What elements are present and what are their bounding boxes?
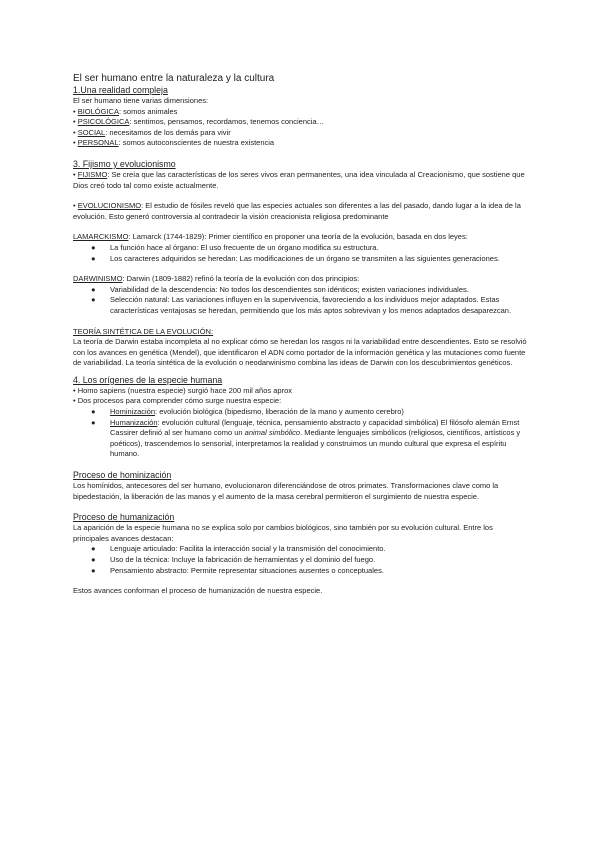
bullet-icon: ● bbox=[91, 565, 96, 575]
dimension-item: • SOCIAL: necesitamos de los demás para vivir bbox=[73, 127, 231, 137]
origin-line: • Homo sapiens (nuestra especie) surgió hace 200 mil años aprox bbox=[73, 385, 292, 395]
section-1-heading: 1.Una realidad compleja bbox=[73, 85, 168, 95]
fijismo-label: FIJISMO bbox=[77, 169, 108, 179]
darwinismo-paragraph: DARWINISMO: Darwin (1809-1882) refinó la teoría de la evolución con dos principios: bbox=[73, 274, 360, 284]
list-item: ● Variabilidad de la descendencia: No todos los descendientes son idénticos; existen variaciones individuales. bbox=[91, 284, 469, 294]
dimension-item: • BIOLÓGICA: somos animales bbox=[73, 106, 178, 116]
list-item: ● Pensamiento abstracto: Permite representar situaciones ausentes o conceptuales. bbox=[91, 565, 384, 575]
darwinismo-label: DARWINISMO bbox=[73, 274, 123, 284]
evolucionismo-paragraph: • EVOLUCIONISMO: El estudio de fósiles reveló que las especies actuales son diferentes a las del pasado, dando lugar a la idea de la evolución. Esto generó controversia al contradecir la visión creacionista religiosa predominante bbox=[73, 201, 521, 221]
animal-simbolico-term: animal simbólico bbox=[244, 428, 301, 438]
document-title: El ser humano entre la naturaleza y la cultura bbox=[73, 73, 275, 84]
list-item: ● Lenguaje articulado: Facilita la interacción social y la transmisión del conocimiento. bbox=[91, 544, 386, 554]
closing-paragraph: Estos avances conforman el proceso de humanización de nuestra especie. bbox=[73, 586, 323, 596]
dimension-item: • PERSONAL: somos autoconscientes de nuestra existencia bbox=[73, 138, 275, 148]
bullet-icon: ● bbox=[91, 417, 96, 427]
humanizacion-paragraph: La aparición de la especie humana no se explica solo por cambios biológicos, sino también por su evolución cultural. Entre los principales avances destacan: bbox=[73, 523, 493, 543]
advances-list bbox=[73, 544, 528, 576]
dimension-label: PERSONAL bbox=[77, 138, 119, 148]
sintetica-heading bbox=[73, 327, 528, 338]
list-item: ● Uso de la técnica: Incluye la fabricación de herramientas y el dominio del fuego. bbox=[91, 555, 376, 564]
list-item: ● Hominización: evolución biológica (bipedismo, liberación de la mano y aumento cerebro) bbox=[91, 407, 404, 417]
humanizacion-label: Humanización bbox=[110, 417, 158, 427]
document-body bbox=[73, 72, 528, 597]
origin-line: • Dos procesos para comprender cómo surge nuestra especie: bbox=[73, 396, 282, 406]
humanizacion-heading: Proceso de humanización bbox=[73, 512, 175, 523]
dimension-item: • PSICOLÓGICA: sentimos, pensamos, recordamos, tenemos conciencia… bbox=[73, 117, 325, 127]
darwinismo-list bbox=[73, 285, 528, 317]
bullet-icon: ● bbox=[91, 555, 96, 564]
hominizacion-heading: Proceso de hominización bbox=[73, 470, 172, 481]
bullet-icon: ● bbox=[91, 544, 96, 554]
list-item: ● La función hace al órgano: El uso frecuente de un órgano modifica su estructura. bbox=[91, 242, 379, 252]
sintetica-paragraph: La teoría de Darwin estaba incompleta al no explicar cómo se heredan los rasgos ni la variabilidad entre descendientes. Esto se resolvió con los avances en genética (Mendel), que identificaron el ADN como portador de la información genética y las mutaciones como fuente de variabilidad. La teoría sintética de la evolución o neodarwinismo combina las ideas de Darwin con los descubrimientos genéticos. bbox=[73, 337, 527, 368]
dimension-label: BIOLÓGICA bbox=[77, 106, 119, 116]
hominizacion-label: Hominización bbox=[110, 407, 156, 417]
lamarckismo-paragraph: LAMARCKISMO: Lamarck (1744-1829): Primer científico en proponer una teoría de la evolución, basada en dos leyes: bbox=[73, 232, 468, 242]
dimension-label: PSICOLÓGICA bbox=[77, 117, 130, 127]
bullet-icon: ● bbox=[91, 407, 96, 417]
dimension-label: SOCIAL bbox=[77, 127, 106, 137]
evolucionismo-label: EVOLUCIONISMO bbox=[77, 201, 142, 211]
lamarckismo-label: LAMARCKISMO bbox=[73, 232, 129, 242]
bullet-icon: ● bbox=[91, 253, 96, 263]
bullet-icon: ● bbox=[91, 242, 96, 252]
list-item: ● Los caracteres adquiridos se heredan: Las modificaciones de un órgano se transmiten a las siguientes generaciones. bbox=[91, 253, 500, 263]
section-1-intro: El ser humano tiene varias dimensiones: bbox=[73, 96, 209, 105]
list-item: ● Humanización: evolución cultural (lenguaje, técnica, pensamiento abstracto y capacidad simbólica) El filósofo alemán Ernst Cassirer definió al ser humano como un animal simbólico. Mediante lenguajes simbólicos (religiosos, científicos, artísticos y poéticos), trascendemos lo sensorial, interpretamos la realidad y construimos un mundo cultural que expresa el espíritu humano. bbox=[91, 417, 521, 459]
lamarckismo-list bbox=[73, 243, 528, 264]
bullet-icon: ● bbox=[91, 295, 96, 305]
fijismo-paragraph: • FIJISMO: Se creía que las características de los seres vivos eran permanentes, una idea vinculada al Creacionismo, que sostiene que Dios creó todo tal como existe actualmente. bbox=[73, 169, 525, 190]
section-4-heading: 4. Los orígenes de la especie humana bbox=[73, 374, 223, 385]
section-3-heading: 3. Fijismo y evolucionismo bbox=[73, 158, 176, 169]
sintetica-label: TEORÍA SINTÉTICA DE LA EVOLUCIÓN: bbox=[73, 326, 214, 336]
list-item: ● Selección natural: Las variaciones influyen en la supervivencia, favoreciendo a los individuos mejor adaptados. Estas características ventajosas se heredan, permitiendo que los más aptos sobrevivan y los menos adaptados desaparezcan. bbox=[91, 295, 512, 315]
processes-list bbox=[73, 407, 528, 460]
hominizacion-paragraph: Los homínidos, antecesores del ser humano, evolucionaron diferenciándose de otros primates. Transformaciones clave como la bipedestación, la liberación de las manos y el aumento de la masa cerebral permitieron el surgimiento de nuestra especie. bbox=[73, 481, 499, 501]
bullet-icon: ● bbox=[91, 284, 96, 294]
